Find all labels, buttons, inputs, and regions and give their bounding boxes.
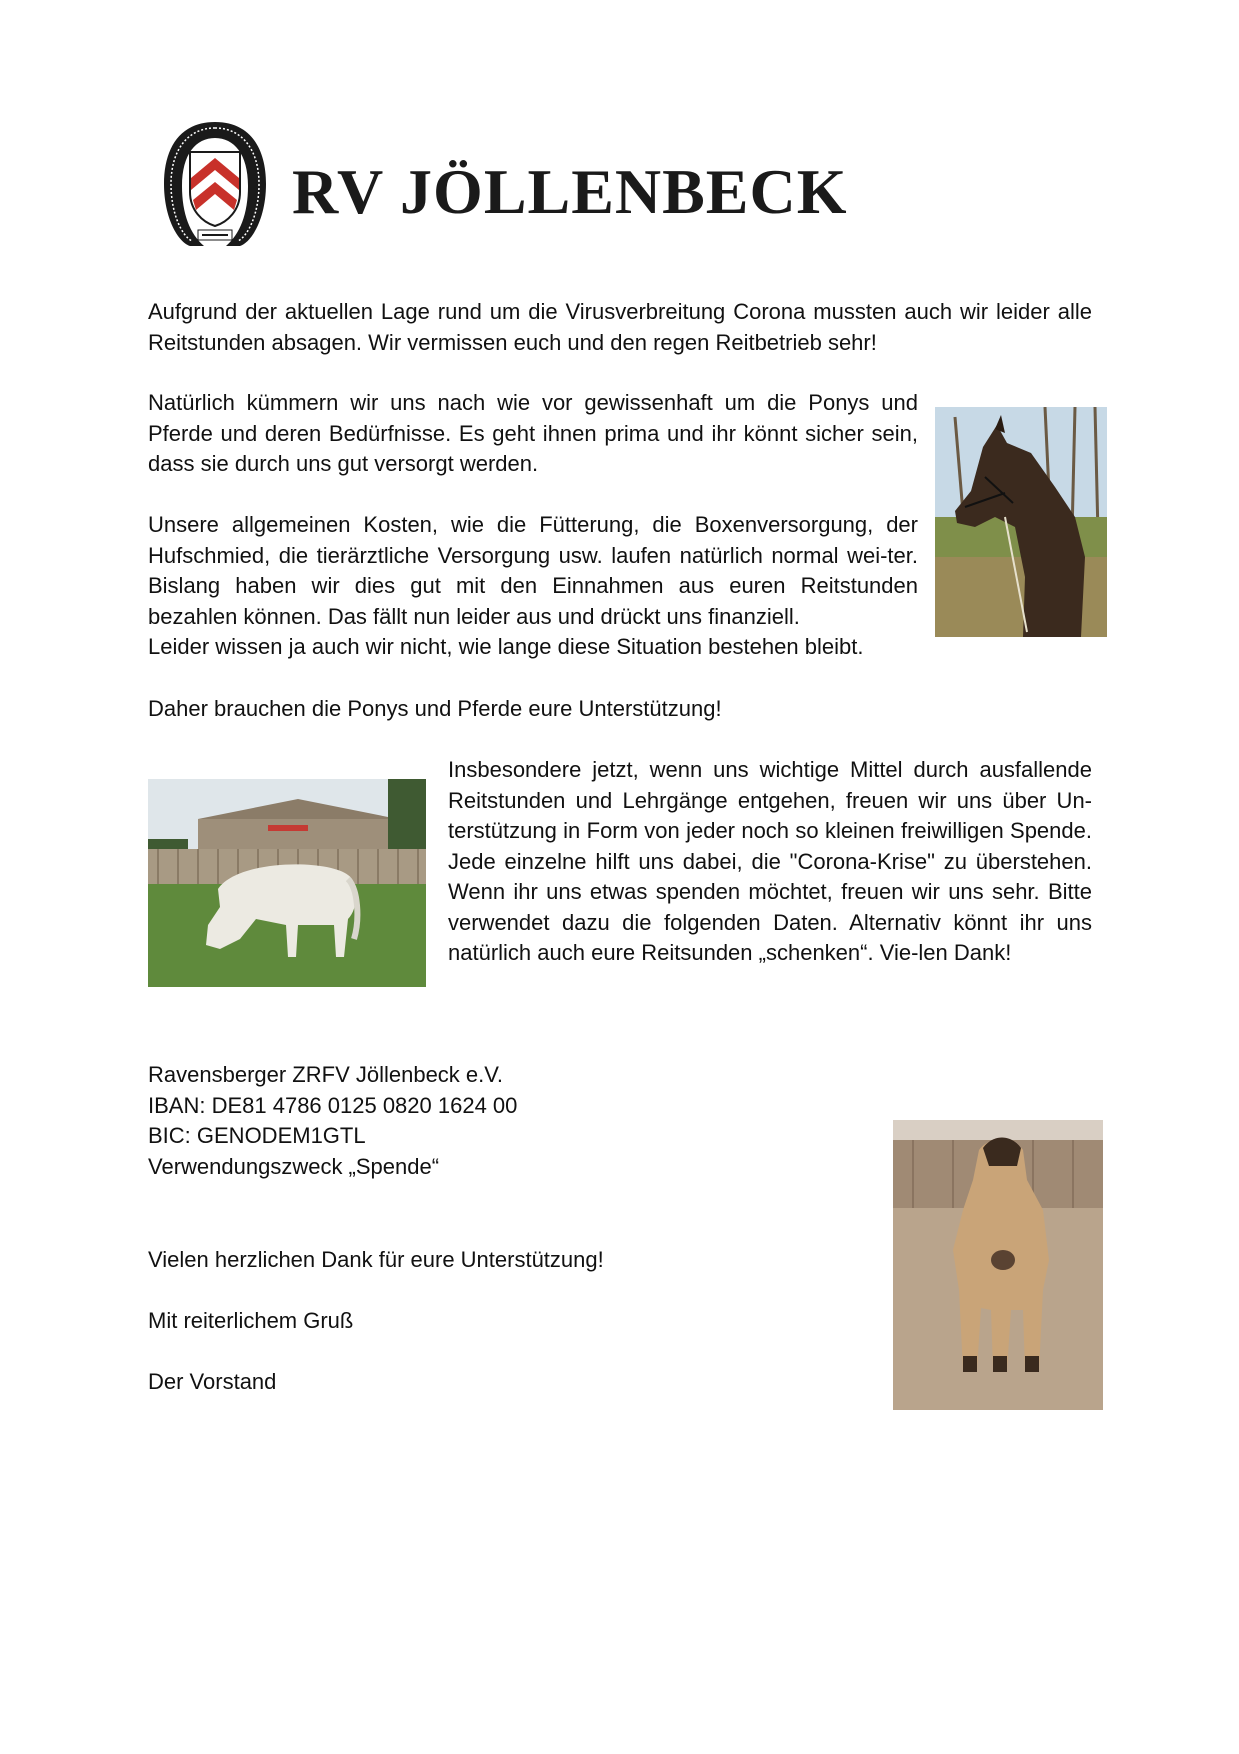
intro-paragraph: Aufgrund der aktuellen Lage rund um die Virusverbreitung Corona mussten auch wir leider alle Reitstunden absagen. Wir vermissen euch und den regen Reitbetrieb sehr! — [148, 299, 1092, 355]
fjord-pony-photo — [893, 1120, 1103, 1410]
dark-horse-photo — [935, 407, 1107, 637]
support-paragraph: Daher brauchen die Ponys und Pferde eure Unterstützung! — [148, 696, 722, 721]
horseshoe-crest-logo — [160, 118, 270, 250]
costs-paragraph: Unsere allgemeinen Kosten, wie die Fütterung, die Boxenversorgung, der Hufschmied, die tierärztliche Versorgung usw. laufen natürlich normal wei-ter. Bislang haben wir dies gut mit den Einnahmen aus euren Reitstunden bezahlen können. Das fällt nun leider aus und drückt uns finanziell. — [148, 512, 918, 629]
bank-bic: BIC: GENODEM1GTL — [148, 1123, 366, 1148]
club-logo — [160, 118, 270, 250]
club-name-heading: RV JÖLLENBECK — [292, 156, 848, 227]
care-paragraph: Natürlich kümmern wir uns nach wie vor gewissenhaft um die Ponys und Pferde und deren Bedürfnisse. Es geht ihnen prima und ihr könnt sicher sein, dass sie durch uns gut versorgt werden. — [148, 390, 918, 476]
thanks-line: Vielen herzlichen Dank für eure Unterstützung! — [148, 1247, 604, 1272]
signature-line: Der Vorstand — [148, 1369, 277, 1394]
horse-photo — [935, 407, 1107, 637]
bank-recipient: Ravensberger ZRFV Jöllenbeck e.V. — [148, 1062, 504, 1087]
uncertainty-paragraph: Leider wissen ja auch wir nicht, wie lange diese Situation bestehen bleibt. — [148, 634, 864, 659]
bank-iban: IBAN: DE81 4786 0125 0820 1624 00 — [148, 1092, 518, 1118]
bank-details — [148, 1060, 748, 1182]
pony-arena-photo — [893, 1120, 1103, 1410]
bank-reference: Verwendungszweck „Spende“ — [148, 1153, 440, 1179]
donation-paragraph: Insbesondere jetzt, wenn uns wichtige Mittel durch ausfallende Reitstunden und Lehrgänge entgehen, freuen wir uns über Un-terstützung in Form von jeder noch so kleinen freiwilligen Spende. Jede einzelne hilft uns dabei, die "Corona-Krise" zu überstehen. Wenn ihr uns etwas spenden möchtet, freuen wir uns sehr. Bitte verwendet dazu die folgenden Daten. Alternativ könnt ihr uns natürlich auch eure Reitsunden „schenken“. Vie-len Dank! — [448, 757, 1092, 965]
greeting-line: Mit reiterlichem Gruß — [148, 1308, 354, 1333]
white-pony-photo — [148, 779, 426, 987]
pony-grazing-photo — [148, 779, 426, 987]
